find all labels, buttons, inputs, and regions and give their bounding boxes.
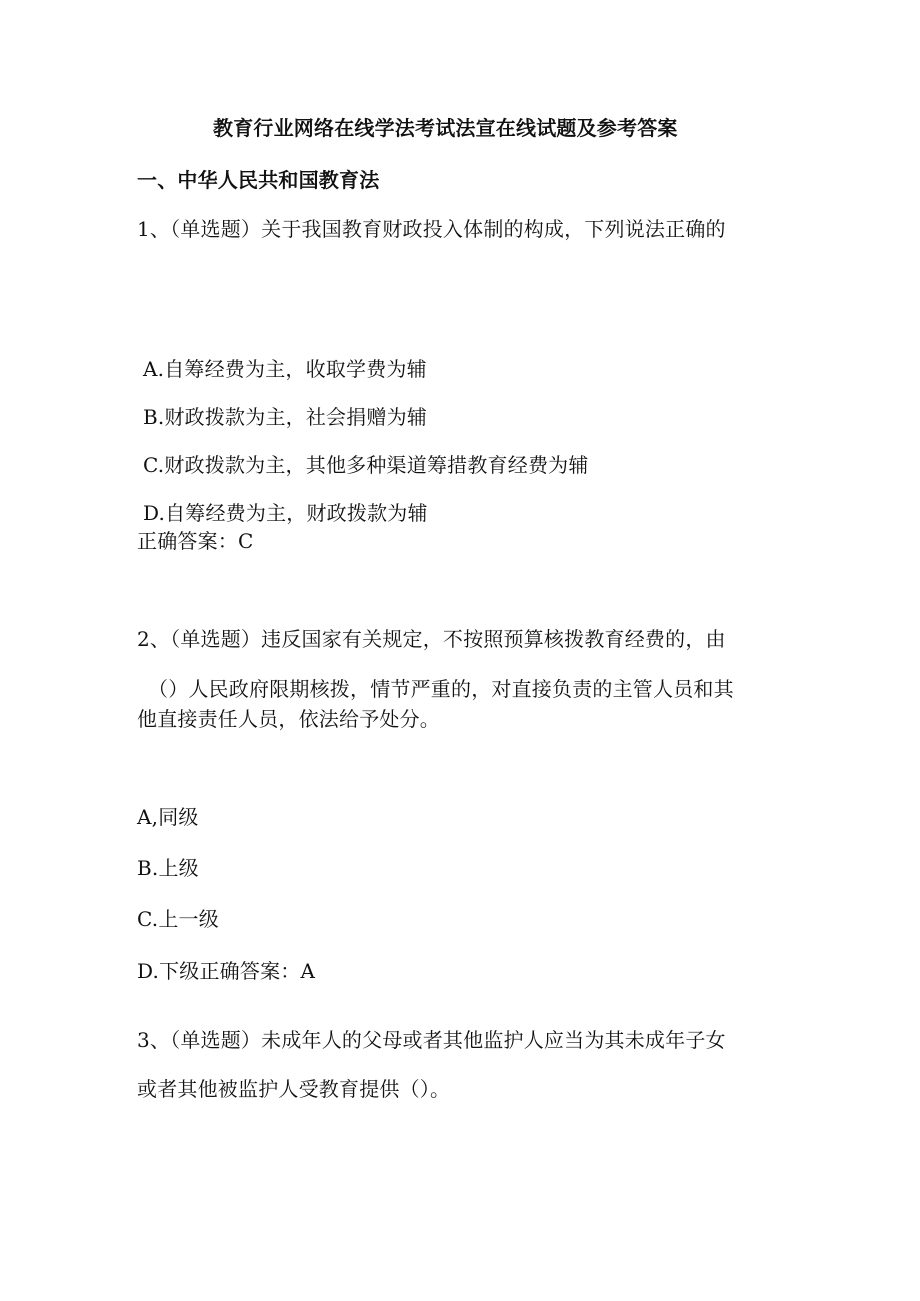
question-3-stem-line-2: 或者其他被监护人受教育提供（）。 — [137, 1077, 451, 1101]
question-1-answer: 正确答案：C — [137, 529, 254, 553]
question-2-option-b: B.上级 — [137, 856, 199, 880]
question-2-option-d-answer: D.下级正确答案：A — [137, 959, 316, 983]
section-heading: 一、中华人民共和国教育法 — [137, 168, 380, 192]
question-2-stem-line-1: 2、（单选题）违反国家有关规定，不按照预算核拨教育经费的，由 — [137, 627, 726, 651]
question-2-option-c: C.上一级 — [137, 907, 219, 931]
question-2-stem-line-3: 他直接责任人员，依法给予处分。 — [137, 707, 440, 731]
question-1-option-c: C.财政拨款为主，其他多种渠道筹措教育经费为辅 — [143, 453, 589, 477]
question-3-stem-line-1: 3、（单选题）未成年人的父母或者其他监护人应当为其未成年子女 — [137, 1028, 726, 1052]
question-2-option-a: A,同级 — [137, 805, 199, 829]
question-2-stem-line-2: （）人民政府限期核拨，情节严重的，对直接负责的主管人员和其 — [148, 677, 734, 701]
question-1-option-d: D.自筹经费为主，财政拨款为辅 — [143, 501, 428, 525]
question-1-option-b: B.财政拨款为主，社会捐赠为辅 — [143, 405, 428, 429]
document-title: 教育行业网络在线学法考试法宣在线试题及参考答案 — [213, 116, 678, 140]
question-1-option-a: A.自筹经费为主，收取学费为辅 — [143, 357, 427, 381]
question-1-stem: 1、（单选题）关于我国教育财政投入体制的构成，下列说法正确的 — [137, 217, 726, 241]
